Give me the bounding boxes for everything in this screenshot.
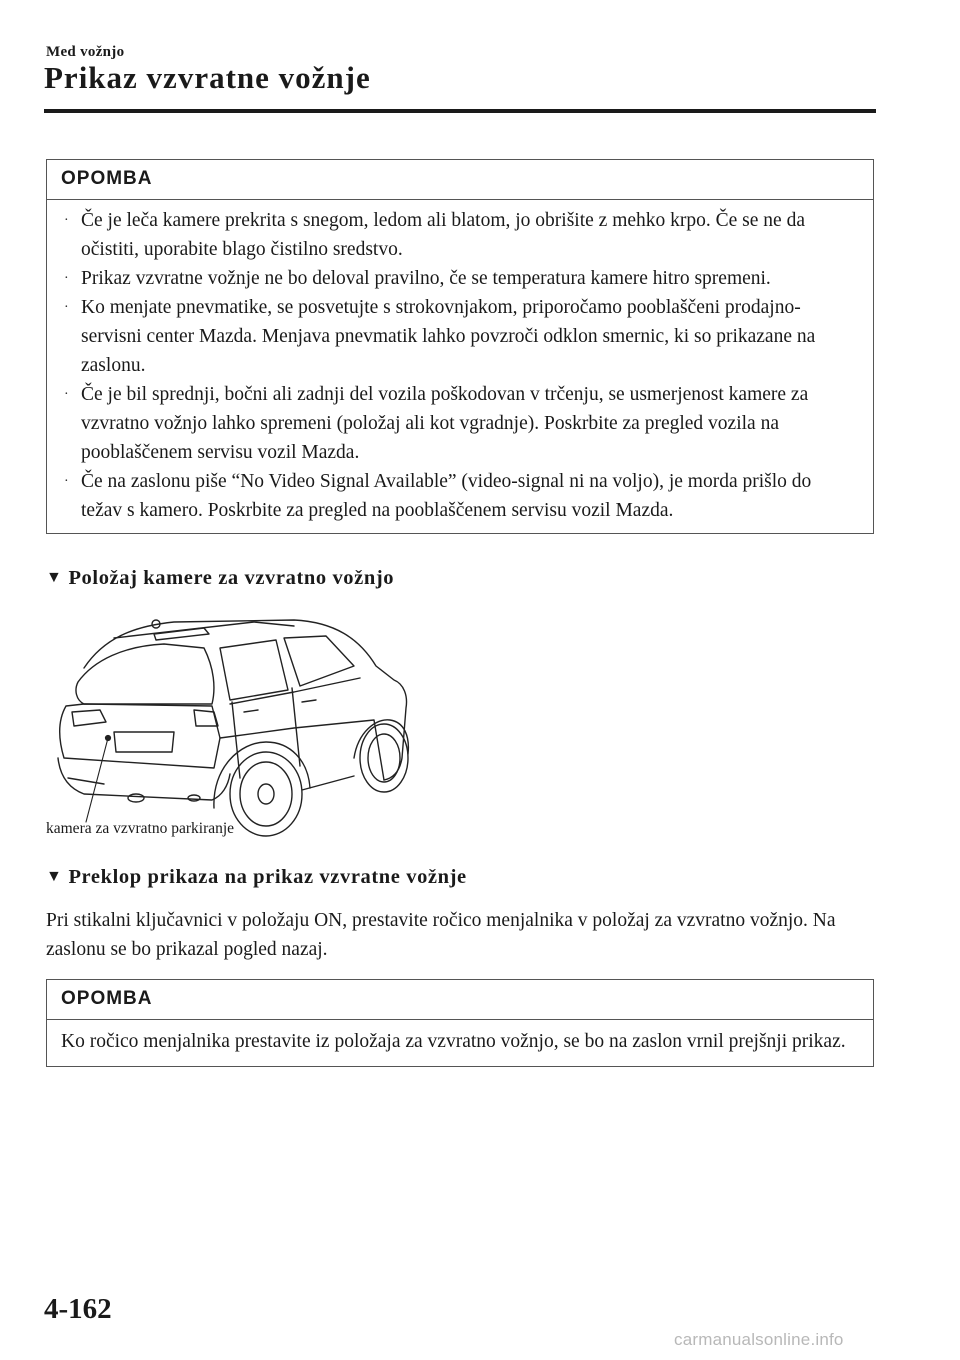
note-bullet-text: Če je bil sprednji, bočni ali zadnji del vozila poškodovan v trčenju, se usmerjenost kamere za vzvratno vožnjo lahko spremeni (položaj ali kot vgradnje). Poskrbite za pregled vozila na pooblaščenem servisu vozil Mazda. bbox=[81, 384, 809, 463]
bullet-dot: · bbox=[64, 213, 69, 228]
section-heading-text: Položaj kamere za vzvratno vožnjo bbox=[68, 567, 395, 589]
note-bullet-text: Ko menjate pnevmatike, se posvetujte s strokovnjakom, priporočamo pooblaščeni prodajno-servisni center Mazda. Menjava pnevmatik lahko povzroči odklon smernic, ki so prikazane na zaslonu. bbox=[81, 297, 816, 376]
note-bullet bbox=[61, 264, 857, 293]
page-title: Prikaz vzvratne vožnje bbox=[44, 60, 371, 95]
bullet-dot: · bbox=[64, 387, 69, 402]
triangle-marker-icon: ▼ bbox=[46, 868, 63, 885]
bullet-dot: · bbox=[64, 300, 69, 315]
bullet-dot: · bbox=[64, 271, 69, 286]
note-bullet bbox=[61, 467, 857, 525]
section-label: Med vožnjo bbox=[46, 44, 125, 60]
section-heading-switch-display bbox=[46, 866, 467, 889]
note-heading: OPOMBA bbox=[47, 160, 873, 200]
note-bullet-text: Če je leča kamere prekrita s snegom, ledom ali blatom, jo obrišite z mehko krpo. Če se ne da očistiti, uporabite blago čistilno sredstvo. bbox=[81, 210, 805, 260]
note-bullet-text: Prikaz vzvratne vožnje ne bo deloval pravilno, če se temperatura kamere hitro spremeni. bbox=[81, 268, 771, 289]
note-bullet bbox=[61, 380, 857, 467]
note-body bbox=[47, 200, 873, 533]
triangle-marker-icon: ▼ bbox=[46, 569, 63, 586]
note-body: Ko ročico menjalnika prestavite iz položaja za vzvratno vožnjo, se bo na zaslon vrnil prejšnji prikaz. bbox=[61, 1031, 846, 1052]
note-bullet bbox=[61, 293, 857, 380]
title-rule bbox=[44, 109, 876, 113]
section-heading-camera-position bbox=[46, 567, 394, 590]
note-bullet-text: Če na zaslonu piše “No Video Signal Available” (video-signal ni na voljo), je morda prišlo do težav s kamero. Poskrbite za pregled na pooblaščenem servisu vozil Mazda. bbox=[81, 471, 812, 521]
note-heading: OPOMBA bbox=[47, 980, 873, 1020]
watermark: carmanualsonline.info bbox=[674, 1330, 844, 1349]
note-box-2 bbox=[46, 979, 874, 1067]
bullet-dot: · bbox=[64, 474, 69, 489]
note-bullet bbox=[61, 206, 857, 264]
car-rear-illustration bbox=[44, 608, 424, 840]
camera-caption: kamera za vzvratno parkiranje bbox=[46, 820, 235, 837]
page-number: 4-162 bbox=[44, 1293, 112, 1325]
section-heading-text: Preklop prikaza na prikaz vzvratne vožnje bbox=[68, 866, 467, 888]
body-paragraph: Pri stikalni ključavnici v položaju ON, prestavite ročico menjalnika v položaj za vzvratno vožnjo. Na zaslonu se bo prikazal pogled nazaj. bbox=[46, 910, 836, 960]
note-box-1 bbox=[46, 159, 874, 534]
